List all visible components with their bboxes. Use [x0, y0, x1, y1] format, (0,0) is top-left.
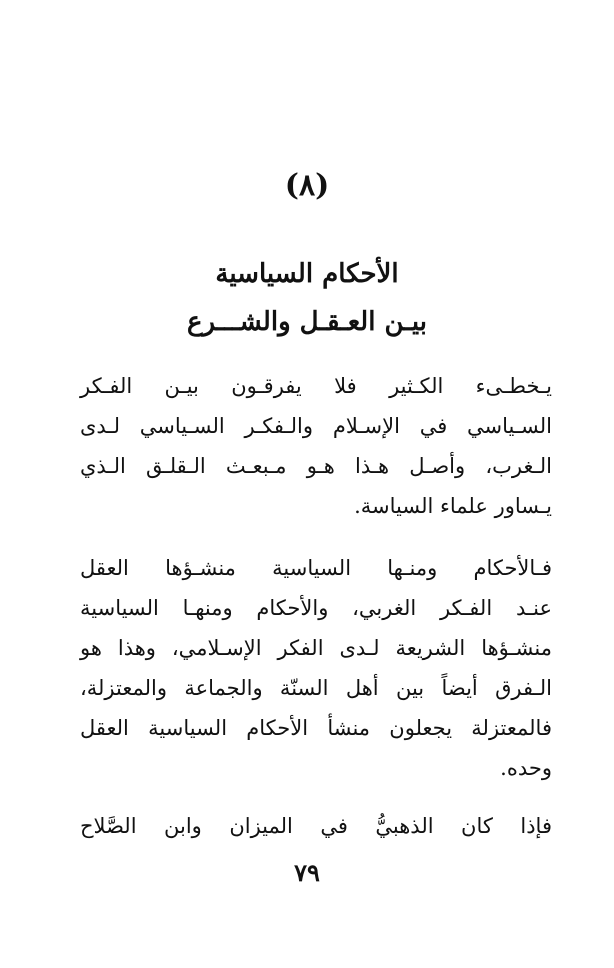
page-number: ٧٩: [294, 858, 320, 887]
paragraph-3: [80, 806, 552, 846]
paragraph-1-line-1: يـخطـىء الكـثير فلا يفرقـون بيـن الفـكر: [80, 374, 552, 398]
paragraph-2: [80, 548, 552, 788]
chapter-title-line-1: الأحكام السياسية: [215, 259, 399, 289]
chapter-title-line-2: بيـن العـقـل والشـــرع: [187, 307, 427, 337]
paragraph-1-line-3: الـغرب، وأصـل هـذا هـو مـبعـث الـقلـق الـذي: [80, 454, 552, 478]
paragraph-1-line-4: يـساور علماء السياسة.: [354, 494, 552, 518]
paragraph-2-line-3: منشـؤها الشريعة لـدى الفكر الإسـلامي، وهذا هو: [80, 636, 552, 660]
paragraph-2-line-6: وحده.: [500, 756, 552, 780]
paragraph-2-line-5: فالمعتزلة يجعلون منشأ الأحكام السياسية العقل: [80, 716, 552, 740]
paragraph-2-line-2: عنـد الفـكر الغربي، والأحكام ومنهـا السياسية: [80, 596, 552, 620]
paragraph-3-line-1: فإذا كان الذهبيُّ في الميزان وابن الصَّلاح: [80, 814, 552, 838]
paragraph-1-line-2: السـياسي في الإسـلام والـفكـر السـياسي لـدى: [80, 414, 552, 438]
chapter-number: (٨): [284, 168, 330, 203]
paragraph-2-line-1: فـالأحكام ومنـها السياسية منشـؤها العقل: [80, 556, 552, 580]
paragraph-2-line-4: الـفرق أيضاً بين أهل السنّة والجماعة والمعتزلة،: [80, 676, 552, 700]
paragraph-1: [80, 366, 552, 526]
chapter-title: [0, 250, 614, 346]
